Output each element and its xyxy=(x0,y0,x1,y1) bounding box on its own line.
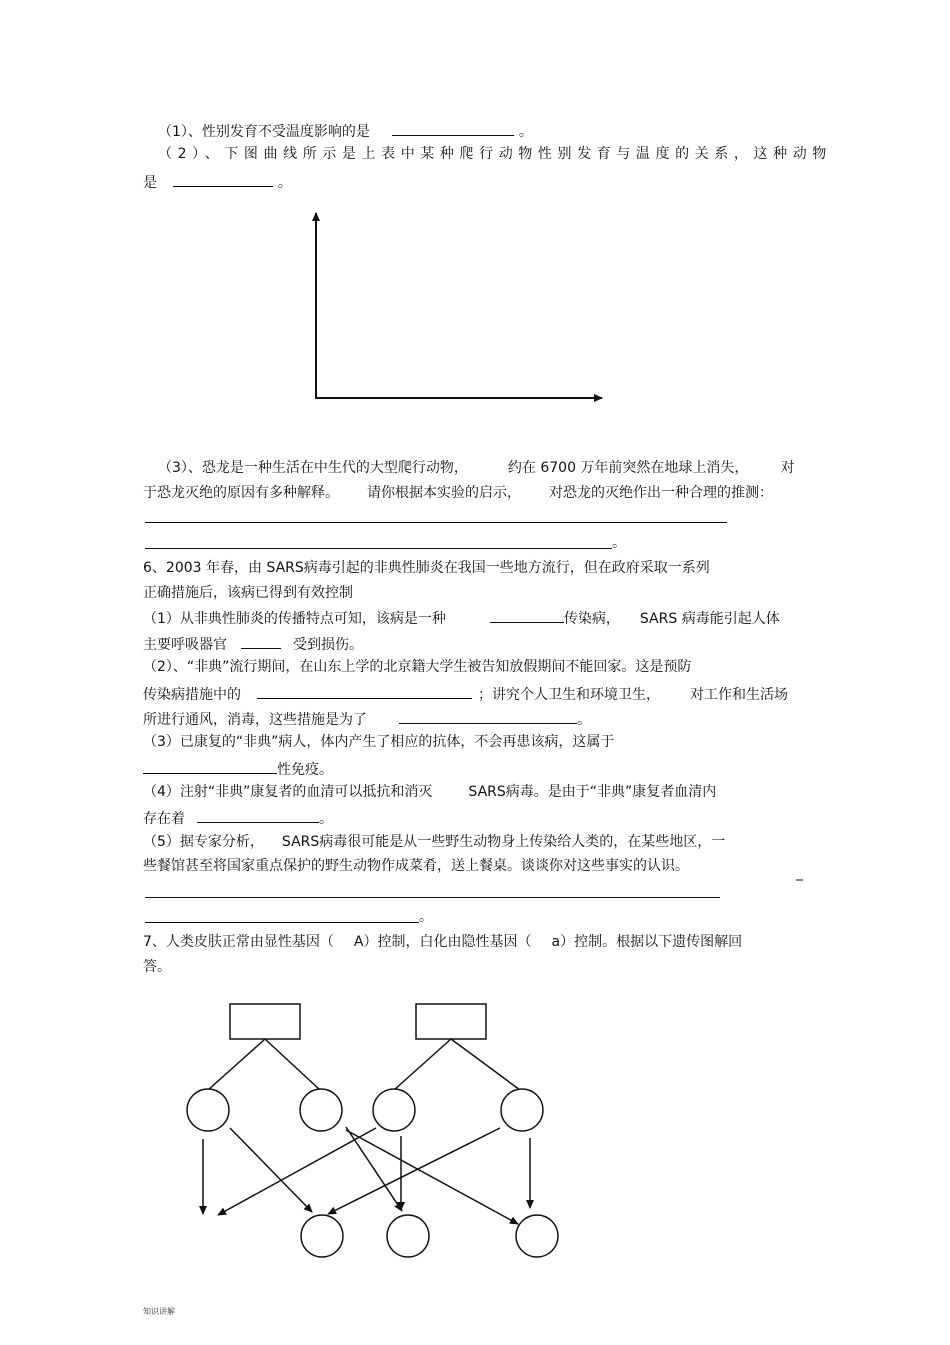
answer-line[interactable] xyxy=(145,922,419,923)
q6-s5-line2: 些餐馆甚至将国家重点保护的野生动物作成菜肴，送上餐桌。谈谈你对这些事实的认识。 xyxy=(143,858,689,874)
answer-blank[interactable] xyxy=(241,634,281,649)
period: 。 xyxy=(419,909,433,925)
empty-axes-graph xyxy=(315,213,602,398)
offspring-circle xyxy=(516,1215,558,1257)
q5-part2-line2: 是 。 xyxy=(143,172,292,192)
answer-blank[interactable] xyxy=(399,709,577,724)
gamete-circle xyxy=(373,1089,415,1131)
q6-s5-line1: （5）据专家分析， SARS病毒很可能是从一些野生动物身上传染给人类的，在某些地区，一 xyxy=(143,834,726,850)
q6-intro-line1: 6、2003 年春，由 SARS病毒引起的非典性肺炎在我国一些地方流行，但在政府采取一系列 xyxy=(143,560,710,576)
gamete-circle xyxy=(187,1089,229,1131)
answer-line[interactable] xyxy=(145,897,720,898)
q5-part2-line1: （2）、下图曲线所示是上表中某种爬行动物性别发育与温度的关系，这种动物 xyxy=(158,146,832,162)
parent-box-left xyxy=(230,1004,300,1039)
q5-part1: （1）、性别发育不受温度影响的是 。 xyxy=(158,121,533,141)
q6-s4-line1: （4）注射“非典”康复者的血清可以抵抗和消灭 SARS病毒。是由于“非典”康复者血清内 xyxy=(143,784,717,800)
q6-s2-line3: 所进行通风，消毒，这些措施是为了 。 xyxy=(143,709,591,729)
answer-blank[interactable] xyxy=(490,608,564,623)
gamete-circle xyxy=(300,1089,342,1131)
q6-s2-line2: 传染病措施中的 ；讲究个人卫生和环境卫生， 对工作和生活场 xyxy=(143,684,788,704)
answer-line[interactable] xyxy=(145,548,612,549)
answer-line[interactable] xyxy=(145,522,727,523)
pedigree-diagram xyxy=(187,1004,558,1257)
q5-part3-line1: （3）、恐龙是一种生活在中生代的大型爬行动物， 约在 6700 万年前突然在地球上消失， 对 xyxy=(158,460,795,476)
q6-s1-line2: 主要呼吸器官 受到损伤。 xyxy=(143,634,363,654)
dash-mark: _ xyxy=(796,865,803,881)
q6-s3-line1: （3）已康复的“非典”病人，体内产生了相应的抗体，不会再患该病，这属于 xyxy=(143,734,615,750)
q6-s2-line1: （2）、“非典”流行期间，在山东上学的北京籍大学生被告知放假期间不能回家。这是预防 xyxy=(143,659,692,675)
answer-blank[interactable] xyxy=(143,759,277,774)
period: 。 xyxy=(612,535,626,551)
gamete-circle xyxy=(501,1089,543,1131)
q6-s3-line2: 性免疫。 xyxy=(143,759,333,779)
q6-s1-line1: （1）从非典性肺炎的传播特点可知，该病是一种 传染病， SARS 病毒能引起人体 xyxy=(143,608,780,628)
answer-blank[interactable] xyxy=(257,684,472,699)
q7-line1: 7、人类皮肤正常由显性基因（ A）控制，白化由隐性基因（ a）控制。根据以下遗传图解回 xyxy=(143,934,743,950)
offspring-circle xyxy=(301,1215,343,1257)
q6-intro-line2: 正确措施后，该病已得到有效控制 xyxy=(143,585,353,601)
q6-s4-line2: 存在着 。 xyxy=(143,808,333,828)
answer-blank[interactable] xyxy=(197,808,319,823)
offspring-circle xyxy=(387,1215,429,1257)
q7-line2: 答。 xyxy=(143,959,171,975)
footer-text: 知识讲解 xyxy=(143,1307,175,1316)
q5-part3-line2: 于恐龙灭绝的原因有多种解释。 请你根据本实验的启示， 对恐龙的灭绝作出一种合理的推测： xyxy=(143,485,773,501)
parent-box-right xyxy=(416,1004,486,1039)
